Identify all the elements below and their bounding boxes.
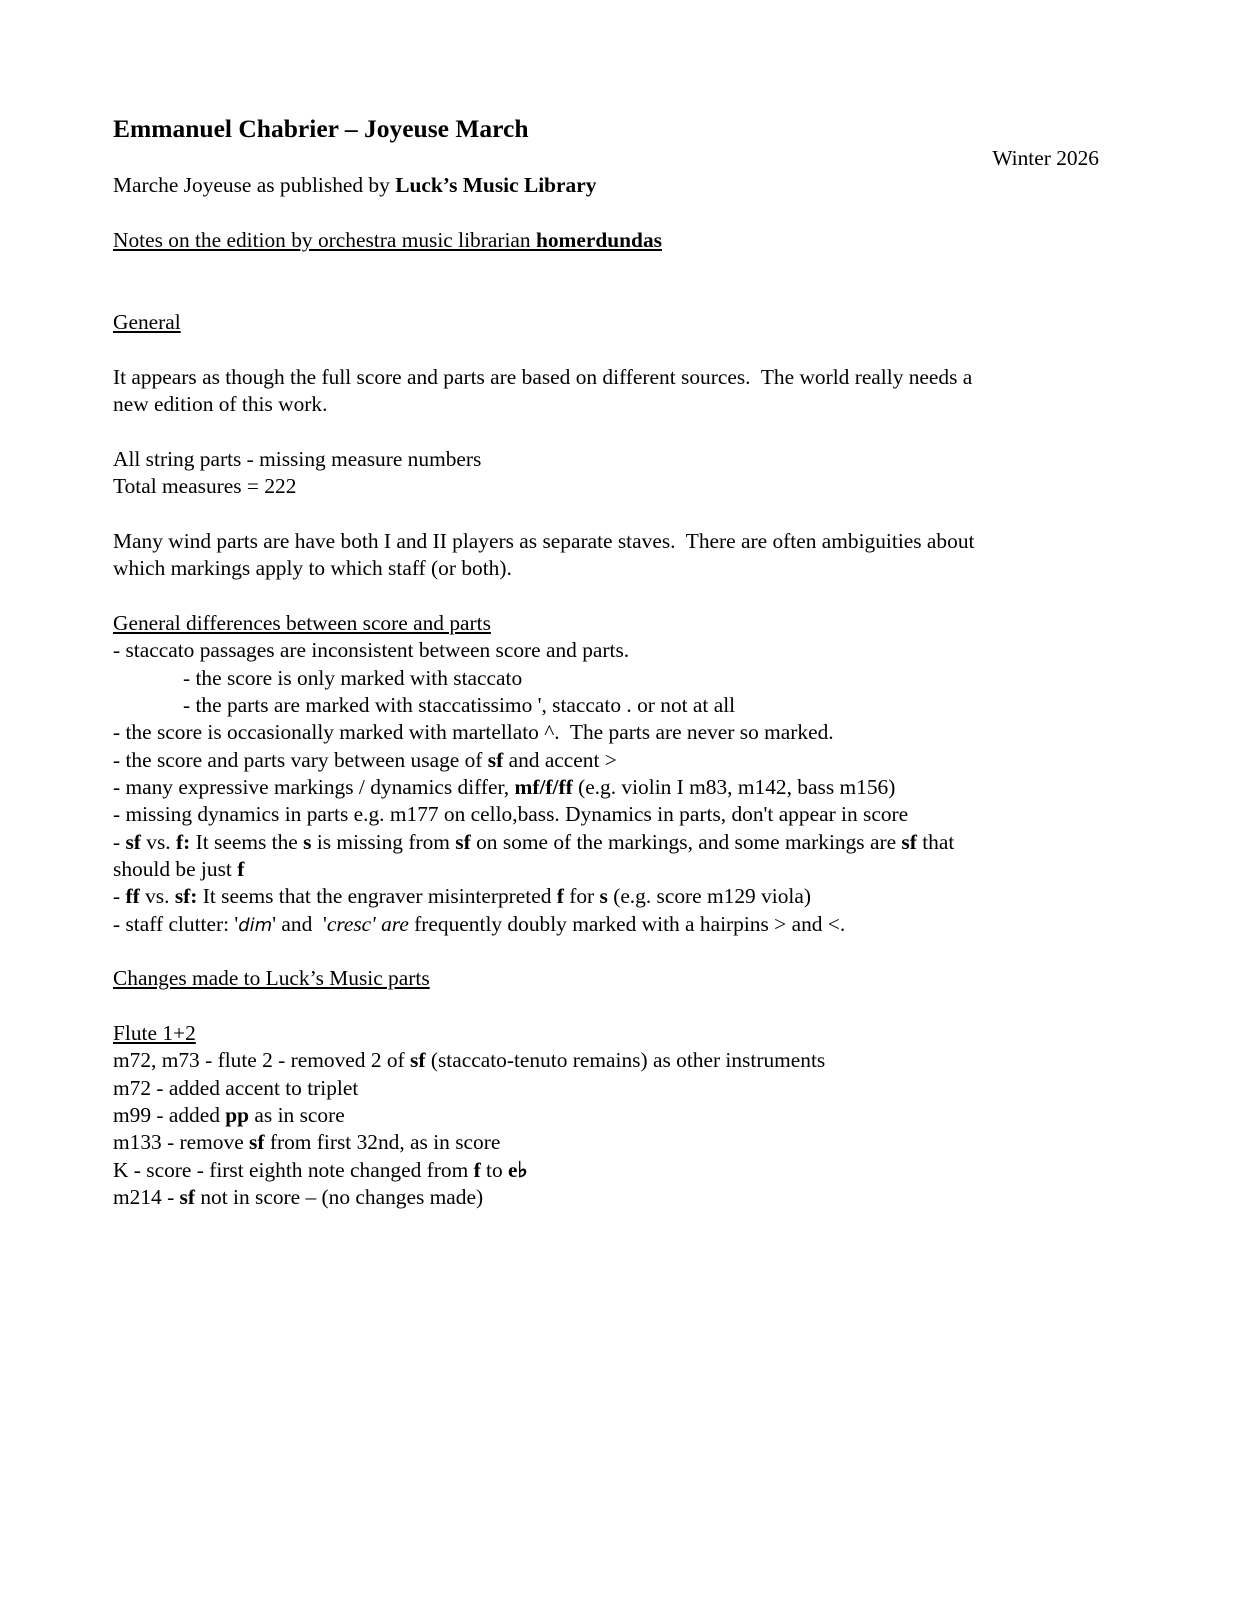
- text-segment: - many expressive markings / dynamics differ,: [113, 774, 515, 799]
- text-segment: frequently doubly marked with a hairpins > and <.: [408, 911, 846, 936]
- text-line: [113, 801, 1099, 828]
- text-segment: Marche Joyeuse as published by: [113, 173, 396, 198]
- bold-text: sf: [179, 1185, 195, 1210]
- text-segment: - the score and parts vary between usage of: [113, 747, 488, 772]
- text-segment: vs.: [139, 884, 175, 909]
- text-line: [113, 883, 1099, 910]
- text-line: [113, 965, 1099, 992]
- text-segment: Winter 2026: [992, 146, 1099, 170]
- text-segment: for: [563, 884, 600, 909]
- text-segment: should be just: [113, 856, 238, 881]
- text-segment: (e.g. score m129 viola): [607, 884, 811, 909]
- bold-text: f: [473, 1157, 481, 1182]
- text-segment: It seems the: [190, 829, 304, 854]
- text-line: [113, 610, 1099, 637]
- text-line: [113, 446, 1099, 473]
- text-segment: K - score - first eighth note changed from: [113, 1157, 474, 1182]
- text-segment: Flute 1+2: [113, 1021, 196, 1045]
- text-segment: cresc' are: [326, 911, 409, 936]
- text-line: [113, 227, 1099, 254]
- text-segment: Changes made to Luck’s Music parts: [113, 966, 430, 991]
- text-segment: (staccato-tenuto remains) as other instruments: [425, 1048, 826, 1073]
- text-segment: It seems that the engraver misinterpreted: [197, 884, 557, 909]
- bold-text: sf: [455, 829, 471, 854]
- text-line: [113, 145, 1099, 172]
- text-segment: General: [113, 310, 181, 335]
- text-segment: ' and ': [272, 911, 327, 936]
- text-segment: as in score: [249, 1103, 345, 1128]
- text-segment: m72 - added accent to triplet: [113, 1075, 359, 1100]
- text-line: [113, 309, 1099, 336]
- blank-line: [113, 418, 1099, 445]
- bold-text: s: [599, 884, 608, 909]
- blank-line: [113, 282, 1099, 309]
- bold-text: sf: [487, 747, 504, 772]
- text-segment: - staff clutter: ': [113, 911, 239, 936]
- text-segment: is missing from: [311, 829, 456, 854]
- text-line: [113, 856, 1099, 883]
- text-segment: m133 - remove: [113, 1130, 250, 1155]
- bold-text: sf: [249, 1130, 265, 1155]
- blank-line: [113, 500, 1099, 527]
- text-segment: - staccato passages are inconsistent between score and parts.: [113, 638, 630, 663]
- text-line: [113, 473, 1099, 500]
- text-line: [113, 391, 1099, 418]
- text-segment: m72, m73 - flute 2 - removed 2 of: [113, 1048, 411, 1073]
- text-segment: Total measures = 222: [113, 474, 297, 499]
- document-body: [113, 145, 1099, 1211]
- text-line: [113, 1157, 1099, 1184]
- text-line: [113, 1102, 1099, 1129]
- text-segment: It appears as though the full score and parts are based on different sources. The world really needs a: [113, 364, 973, 389]
- text-line: [113, 692, 1099, 719]
- text-segment: - the score is occasionally marked with martellato ^. The parts are never so marked.: [113, 720, 834, 745]
- text-segment: -: [113, 884, 126, 909]
- text-segment: (e.g. violin I m83, m142, bass m156): [572, 774, 896, 799]
- bold-text: sf: [125, 829, 141, 854]
- blank-line: [113, 336, 1099, 363]
- text-segment: - the score is only marked with staccato: [183, 665, 523, 690]
- bold-text: sf: [901, 829, 917, 854]
- text-line: [113, 665, 1099, 692]
- text-line: [113, 172, 1099, 199]
- text-line: [113, 637, 1099, 664]
- text-segment: from first 32nd, as in score: [264, 1130, 501, 1155]
- text-segment: which markings apply to which staff (or both).: [113, 556, 512, 581]
- bold-text: s: [303, 829, 312, 854]
- bold-text: ff: [125, 884, 140, 909]
- blank-line: [113, 993, 1099, 1020]
- text-segment: dim: [238, 914, 273, 936]
- text-line: [113, 829, 1099, 856]
- text-line: [113, 747, 1099, 774]
- text-segment: General differences between score and parts: [113, 610, 491, 635]
- text-line: [113, 1129, 1099, 1156]
- text-segment: to: [480, 1157, 509, 1182]
- text-segment: Notes on the edition by orchestra music librarian: [113, 228, 536, 253]
- text-line: [113, 774, 1099, 801]
- bold-text: pp: [225, 1103, 250, 1128]
- text-line: [113, 555, 1099, 582]
- text-segment: and accent >: [503, 747, 617, 772]
- bold-text: e♭: [508, 1157, 528, 1182]
- text-line: [113, 1020, 1099, 1047]
- text-line: [113, 911, 1099, 938]
- blank-line: [113, 938, 1099, 965]
- blank-line: [113, 254, 1099, 281]
- bold-text: f:: [176, 829, 191, 854]
- blank-line: [113, 583, 1099, 610]
- text-line: [113, 719, 1099, 746]
- text-line: [113, 1075, 1099, 1102]
- bold-text: Luck’s Music Library: [395, 173, 597, 198]
- text-segment: that: [916, 829, 955, 854]
- text-segment: -: [113, 829, 126, 854]
- text-line: [113, 528, 1099, 555]
- text-line: [113, 364, 1099, 391]
- text-segment: new edition of this work.: [113, 392, 328, 417]
- bold-text: mf/f/ff: [514, 774, 573, 799]
- bold-text: f: [556, 884, 564, 909]
- text-segment: All string parts - missing measure numbers: [113, 446, 482, 471]
- text-segment: not in score – (no changes made): [195, 1185, 484, 1210]
- text-segment: - missing dynamics in parts e.g. m177 on cello,bass. Dynamics in parts, don't appear in score: [113, 802, 909, 827]
- document-title: Emmanuel Chabrier – Joyeuse March: [113, 114, 529, 143]
- bold-text: homerdundas: [535, 228, 662, 253]
- bold-text: sf:: [174, 884, 198, 909]
- text-segment: m214 -: [113, 1185, 180, 1210]
- blank-line: [113, 200, 1099, 227]
- bold-text: f: [237, 856, 245, 881]
- text-segment: on some of the markings, and some markings are: [470, 829, 902, 854]
- text-segment: vs.: [140, 829, 177, 854]
- text-line: [113, 1184, 1099, 1211]
- text-segment: - the parts are marked with staccatissimo ', staccato . or not at all: [183, 692, 736, 717]
- bold-text: sf: [410, 1048, 426, 1073]
- text-segment: Many wind parts are have both I and II players as separate staves. There are often ambiguities about: [113, 528, 975, 553]
- text-segment: m99 - added: [113, 1103, 226, 1128]
- text-line: [113, 1047, 1099, 1074]
